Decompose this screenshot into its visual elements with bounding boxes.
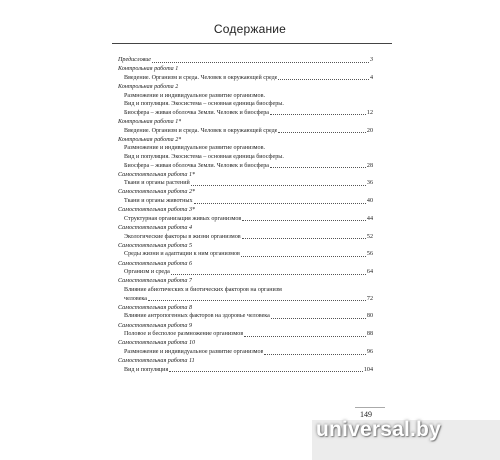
toc-item-text: Структурная организация живых организмов <box>124 215 242 222</box>
toc-item <box>118 312 373 321</box>
toc-page-number: 88 <box>366 331 373 338</box>
toc-heading <box>118 65 373 74</box>
toc-item-text: Введение. Организм и среда. Человек в окружающей среде <box>124 127 278 134</box>
toc-entry <box>118 118 373 135</box>
dot-leader <box>270 166 366 168</box>
toc-heading-text: Самостоятельная работа 3* <box>118 207 196 214</box>
toc-heading <box>118 136 373 145</box>
toc-heading <box>118 171 373 180</box>
toc-item-text: Организм и среда <box>124 269 170 276</box>
toc-item <box>118 127 373 136</box>
toc-heading <box>118 206 373 215</box>
toc-heading <box>118 357 373 366</box>
toc-heading-text: Контрольная работа 1 <box>118 66 179 73</box>
toc-item <box>118 144 373 153</box>
toc-item-text: Размножение и индивидуальное развитие организмов <box>124 348 264 355</box>
toc-entry <box>118 65 373 82</box>
toc-heading <box>118 56 373 65</box>
toc-entry <box>118 136 373 170</box>
dot-leader <box>278 131 365 133</box>
watermark-logo: universal.by <box>316 418 441 441</box>
toc-heading-text: Самостоятельная работа 7 <box>118 278 193 285</box>
toc-heading <box>118 242 373 251</box>
toc-page-number: 96 <box>366 348 373 355</box>
toc-item <box>118 286 373 295</box>
toc-page-number: 52 <box>366 233 373 240</box>
toc-page-number: 64 <box>366 269 373 276</box>
toc-heading-text: Самостоятельная работа 6 <box>118 260 193 267</box>
toc-page-number: 72 <box>366 295 373 302</box>
toc-page-number: 4 <box>369 74 373 81</box>
toc-item-text: Биосфера – живая оболочка Земли. Человек и биосфера <box>124 109 270 116</box>
toc-page-number: 36 <box>366 180 373 187</box>
toc-heading <box>118 277 373 286</box>
toc-heading-text: Самостоятельная работа 2* <box>118 189 196 196</box>
toc-page-number: 80 <box>366 313 373 320</box>
dot-leader <box>264 353 365 355</box>
toc-item <box>118 250 373 259</box>
dot-leader <box>278 78 369 80</box>
toc-item <box>118 92 373 101</box>
toc-page-number: 12 <box>366 109 373 116</box>
title-rule <box>112 43 392 44</box>
toc-heading <box>118 188 373 197</box>
toc-page-number: 56 <box>366 251 373 258</box>
dot-leader <box>270 113 366 115</box>
toc-item <box>118 109 373 118</box>
dot-leader <box>242 219 366 221</box>
toc-item <box>118 179 373 188</box>
toc-entry <box>118 260 373 277</box>
toc-heading-text: Контрольная работа 2 <box>118 83 179 90</box>
toc-item-text: Ткани и органы растений <box>124 180 190 187</box>
toc-entry <box>118 277 373 303</box>
toc-item-text: Половое и бесполое размножение организмов <box>124 331 244 338</box>
toc-heading-text: Самостоятельная работа 9 <box>118 322 193 329</box>
toc-item-text: Размножение и индивидуальное развитие организмов. <box>124 92 265 99</box>
toc-entry <box>118 357 373 374</box>
toc-item <box>118 100 373 109</box>
toc-heading <box>118 224 373 233</box>
toc-entry <box>118 206 373 223</box>
toc-item <box>118 295 373 304</box>
toc-page-number: 104 <box>363 366 373 373</box>
toc-item <box>118 348 373 357</box>
toc-item-text: Экологические факторы в жизни организмов <box>124 233 241 240</box>
dot-leader <box>244 335 366 337</box>
toc-entry <box>118 56 373 65</box>
toc-item <box>118 153 373 162</box>
toc-item-text: Среды жизни и адаптации к ним организмов <box>124 251 240 258</box>
toc-item <box>118 215 373 224</box>
toc-item-text: Ткани и органы животных <box>124 198 193 205</box>
toc-heading-text: Самостоятельная работа 10 <box>118 340 196 347</box>
toc-page-number: 3 <box>369 57 373 63</box>
toc-entry <box>118 224 373 241</box>
dot-leader <box>152 61 369 63</box>
toc-entry <box>118 242 373 259</box>
toc-heading <box>118 322 373 331</box>
toc-item <box>118 197 373 206</box>
toc-heading <box>118 83 373 92</box>
toc-page-number: 20 <box>366 127 373 134</box>
toc-page-number: 40 <box>366 198 373 205</box>
toc-item <box>118 162 373 171</box>
toc-heading <box>118 339 373 348</box>
toc-page-number: 44 <box>366 215 373 222</box>
toc-entry <box>118 322 373 339</box>
toc-item-text: человека <box>124 295 147 302</box>
dot-leader <box>242 237 366 239</box>
dot-leader <box>241 255 366 257</box>
dot-leader <box>271 317 366 319</box>
toc-item <box>118 268 373 277</box>
toc-item-text: Биосфера – живая оболочка Земли. Человек и биосфера <box>124 162 270 169</box>
toc-entry <box>118 171 373 188</box>
toc-item <box>118 366 373 375</box>
toc-heading <box>118 118 373 127</box>
table-of-contents <box>118 56 373 375</box>
toc-heading-text: Самостоятельная работа 4 <box>118 225 193 232</box>
dot-leader <box>194 202 366 204</box>
page-title: Содержание <box>213 22 287 36</box>
toc-item-text: Вид и популяция. Экосистема – основная единица биосферы. <box>124 101 284 108</box>
toc-heading-text: Самостоятельная работа 8 <box>118 304 193 311</box>
toc-heading <box>118 260 373 269</box>
toc-item-text: Влияние абиотических и биотических факторов на организм <box>124 286 282 293</box>
page-number: 149 <box>360 410 372 419</box>
toc-entry <box>118 188 373 205</box>
toc-item <box>118 74 373 83</box>
toc-entry <box>118 339 373 356</box>
toc-item-text: Вид и популяция <box>124 366 169 373</box>
toc-page-number: 28 <box>366 162 373 169</box>
toc-heading-text: Самостоятельная работа 5 <box>118 242 193 249</box>
footer-rule <box>355 407 385 408</box>
toc-item-text: Вид и популяция. Экосистема – основная единица биосферы. <box>124 153 284 160</box>
dot-leader <box>169 370 363 372</box>
toc-heading-text: Самостоятельная работа 1* <box>118 171 196 178</box>
toc-item <box>118 233 373 242</box>
toc-heading <box>118 304 373 313</box>
toc-item-text: Влияние антропогенных факторов на здоровье человека <box>124 313 270 320</box>
dot-leader <box>171 273 366 275</box>
toc-heading-text: Самостоятельная работа 11 <box>118 358 195 365</box>
toc-heading-text: Предисловие <box>118 57 152 63</box>
dot-leader <box>191 184 366 186</box>
toc-item <box>118 330 373 339</box>
toc-entry <box>118 304 373 321</box>
toc-item-text: Введение. Организм и среда. Человек в окружающей среде <box>124 74 278 81</box>
toc-entry <box>118 83 373 117</box>
toc-item-text: Размножение и индивидуальное развитие организмов. <box>124 145 265 152</box>
toc-heading-text: Контрольная работа 2* <box>118 136 182 143</box>
dot-leader <box>148 299 366 301</box>
toc-heading-text: Контрольная работа 1* <box>118 118 182 125</box>
